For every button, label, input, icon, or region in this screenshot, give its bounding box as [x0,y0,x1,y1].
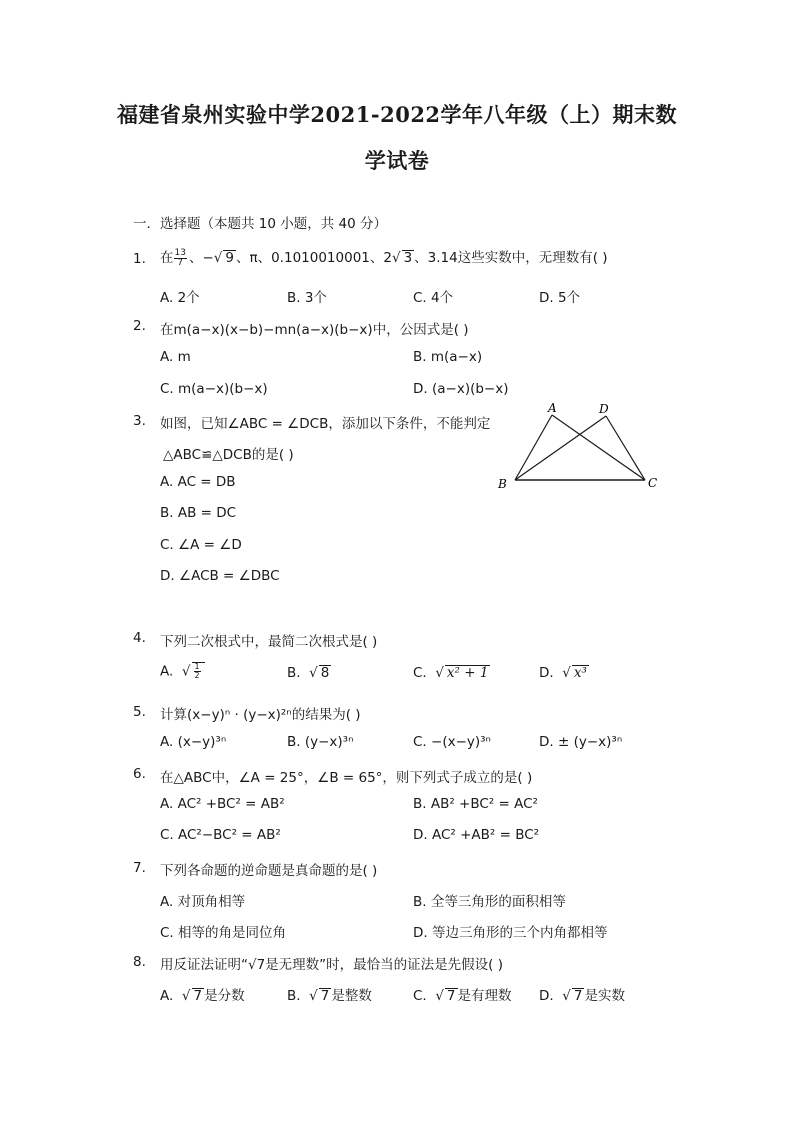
point-label-c: C [648,476,658,490]
question-6-number: 6. [133,766,146,782]
question-3-option-c[interactable]: C. ∠A = ∠D [160,537,242,553]
question-1-option-b[interactable]: B. 3个 [287,290,327,306]
question-1-number: 1. [133,251,146,267]
question-5-number: 5. [133,704,146,720]
radical-sign-icon: √ [213,250,223,266]
question-2-option-b[interactable]: B. m(a−x) [413,349,483,365]
question-5-option-c[interactable]: C. −(x−y)³ⁿ [413,734,491,750]
question-2-option-a[interactable]: A. m [160,349,191,365]
question-5-option-d[interactable]: D. ± (y−x)³ⁿ [539,734,623,750]
question-7-stem: 下列各命题的逆命题是真命题的是( ) [160,863,378,879]
question-8-option-c[interactable]: C. √ 7 是有理数 [413,988,512,1004]
question-7-option-d[interactable]: D. 等边三角形的三个内角都相等 [413,925,608,941]
question-4-option-a[interactable]: A. √ $\frac{1}{2}$ [160,662,205,680]
question-1-option-d[interactable]: D. 5个 [539,290,581,306]
question-7-option-c[interactable]: C. 相等的角是同位角 [160,925,287,941]
radical-sign-icon: √ [391,250,401,266]
question-3-option-a[interactable]: A. AC = DB [160,474,236,490]
radical-sign-icon: √ [435,988,444,1004]
question-4-number: 4. [133,630,146,646]
segment-dc [606,416,645,480]
question-4-stem: 下列二次根式中，最简二次根式是( ) [160,634,378,650]
radical-sign-icon: √ [309,665,318,681]
question-4-option-b[interactable]: B. √ 8 [287,665,330,681]
question-8-option-d[interactable]: D. √ 7 是实数 [539,988,625,1004]
radical-sign-icon: √ [562,988,571,1004]
question-6-stem: 在△ABC中，∠A = 25°，∠B = 65°，则下列式子成立的是( ) [160,770,533,786]
question-3-option-b[interactable]: B. AB = DC [160,505,237,521]
question-3-number: 3. [133,413,146,429]
question-1-option-c[interactable]: C. 4个 [413,290,454,306]
question-6-option-a[interactable]: A. AC² +BC² = AB² [160,796,285,812]
question-4-option-d[interactable]: D. √ x³ [539,665,587,681]
question-6-option-b[interactable]: B. AB² +BC² = AC² [413,796,538,812]
question-5-option-a[interactable]: A. (x−y)³ⁿ [160,734,227,750]
point-label-b: B [498,477,507,491]
radical-sign-icon: √ [181,988,191,1004]
question-5-stem: 计算(x−y)ⁿ · (y−x)²ⁿ的结果为( ) [160,707,361,723]
question-4-option-c[interactable]: C. √ x² + 1 [413,665,489,681]
question-8-option-b[interactable]: B. √ 7 是整数 [287,988,372,1004]
segment-ab [515,415,552,480]
question-7-option-b[interactable]: B. 全等三角形的面积相等 [413,894,566,910]
point-label-a: A [548,401,557,415]
title-line-2: 学试卷 [364,148,430,173]
point-label-d: D [599,402,609,416]
question-6-option-c[interactable]: C. AC²−BC² = AB² [160,827,281,843]
section-heading: 一．选择题（本题共 10 小题，共 40 分） [133,216,388,232]
question-5-option-b[interactable]: B. (y−x)³ⁿ [287,734,354,750]
page-title [110,92,684,184]
fraction-13-7: $\frac{13}{7}$ [174,247,186,268]
radical-sign-icon: √ [562,665,571,681]
question-3-stem-line-2: △ABC≌△DCB的是( ) [163,447,294,463]
radical-sign-icon: √ [309,988,318,1004]
radical-sign-icon: √ [435,665,444,681]
question-6-option-d[interactable]: D. AC² +AB² = BC² [413,827,540,843]
question-8-option-a[interactable]: A. √ 7 是分数 [160,988,245,1004]
segment-bd [515,416,606,480]
question-1-option-a[interactable]: A. 2个 [160,290,200,306]
question-2-stem: 在m(a−x)(x−b)−mn(a−x)(b−x)中，公因式是( ) [160,322,469,338]
title-line-1: 福建省泉州实验中学2021-2022学年八年级（上）期末数 [116,102,678,127]
question-2-option-c[interactable]: C. m(a−x)(b−x) [160,381,268,397]
triangle-figure [495,398,665,493]
question-3-option-d[interactable]: D. ∠ACB = ∠DBC [160,568,280,584]
question-8-stem: 用反证法证明“√7是无理数”时，最恰当的证法是先假设( ) [160,957,504,973]
question-2-option-d[interactable]: D. (a−x)(b−x) [413,381,509,397]
question-1-stem: 在 $\frac{13}{7}$ 、−√ 9 、π、0.1010010001、2√ 3 、3.14这些实数中，无理数有( ) [160,247,608,268]
radical-sign-icon: √ [181,663,191,680]
question-7-number: 7. [133,860,146,876]
question-7-option-a[interactable]: A. 对顶角相等 [160,894,246,910]
question-2-number: 2. [133,318,146,334]
question-3-stem-line-1: 如图，已知∠ABC = ∠DCB，添加以下条件，不能判定 [160,416,491,432]
segment-ac [552,415,645,480]
question-8-number: 8. [133,954,146,970]
